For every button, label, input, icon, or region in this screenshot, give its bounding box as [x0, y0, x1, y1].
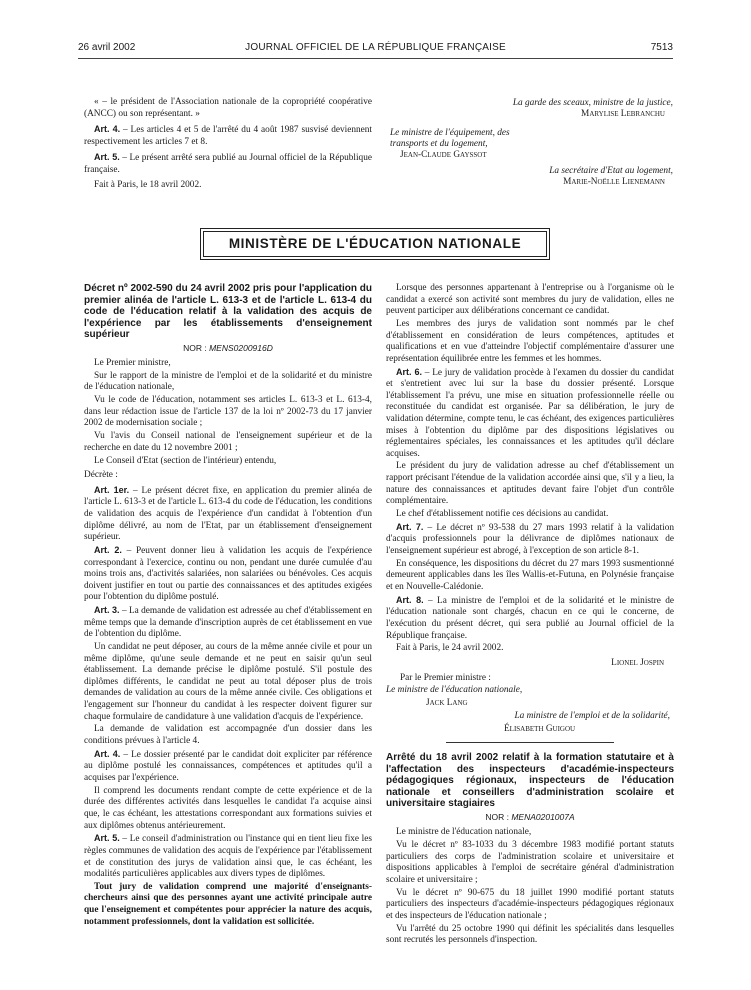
paragraph: Un candidat ne peut déposer, au cours de la même année civile et pour un même diplôme, qu'une seule demande et ne peut en saisir qu'un seul établissement. La demande précise le diplôme postulé. S'il postule des diplômes différents, le candidat ne peut au total déposer plus de trois demandes de validation au cours de la même année civile. Ces obligations et l'engagement sur l'honneur du candidat à les respecter doivent figurer sur chaque formulaire de candidature à une validation d'acquis de l'expérience.	[84, 642, 372, 722]
signatory-name: Jack Lang	[426, 698, 468, 709]
done-at: Fait à Paris, le 18 avril 2002.	[94, 180, 202, 190]
paragraph: Vu l'avis du Conseil national de l'enseignement supérieur et de la recherche en date du 12 novembre 2001 ;	[84, 431, 372, 453]
top-left-column	[84, 96, 372, 194]
paragraph: Tout jury de validation comprend une majorité d'enseignants-chercheurs ainsi que des personnes ayant une activité principale autre que l'enseignement et compétentes pour apprécier la nature des acquis, notamment professionnels, dont la validation est sollicitée.	[84, 881, 372, 927]
paragraph: La demande de validation est accompagnée d'un dossier dans les conditions prévues à l'article 4.	[84, 724, 372, 746]
paragraph: Lorsque des personnes appartenant à l'entreprise ou à l'organisme où le candidat a exercé son activité sont membres du jury de validation, elles ne peuvent participer aux délibérations concernant ce candidat.	[386, 283, 674, 317]
article: Art. 4. – Le dossier présenté par le candidat doit expliciter par référence au diplôme postulé les connaissances, compétences et aptitudes qu'il a acquises par l'expérience.	[84, 748, 372, 783]
signature-intro: Par le Premier ministre :	[400, 672, 491, 683]
paragraph: Le Premier ministre,	[94, 358, 171, 369]
article: Art. 1er. – Le présent décret fixe, en application du premier alinéa de l'article L. 613-3 et de l'article L. 613-4 du code de l'éducation, les conditions de validation des acquis de l'expérience d'un candidat à l'obtention d'un diplôme délivré, au nom de l'Etat, par un établissement d'enseignement supérieur.	[84, 484, 372, 543]
paragraph: Vu le décret nº 83-1033 du 3 décembre 1983 modifié portant statuts particuliers des corps de l'administration scolaire et universitaire et dispositions applicables à l'emploi de secrétaire général d'administration scolaire et universitaire ;	[386, 840, 674, 885]
decree-title: Décret nº 2002-590 du 24 avril 2002 pris pour l'application du premier alinéa de l'article L. 613-3 et de l'article L. 613-4 du code de l'éducation relatif à la validation des acquis de l'expérience par les établissements d'enseignement supérieur	[84, 283, 372, 340]
signature-title: Le ministre de l'éducation nationale,	[386, 685, 523, 696]
done-at: Fait à Paris, le 24 avril 2002.	[396, 643, 504, 654]
journal-title: JOURNAL OFFICIEL DE LA RÉPUBLIQUE FRANÇAISE	[245, 42, 506, 53]
signature-title: La ministre de l'emploi et de la solidarité,	[514, 710, 670, 721]
signature-block: Le ministre de l'équipement, des transports et du logement, Jean-Claude Gayssot	[390, 128, 510, 160]
paragraph: Le Conseil d'Etat (section de l'intérieur) entendu,	[94, 455, 277, 466]
decree-left-column	[84, 283, 372, 929]
paragraph: Vu le décret nº 90-675 du 18 juillet 1990 modifié portant statuts particuliers des inspecteurs d'académie-inspecteurs pédagogiques régionaux et des inspecteurs de l'éducation nationale ;	[386, 887, 674, 921]
paragraph: En conséquence, les dispositions du décret du 27 mars 1993 susmentionné demeurent applicables dans les îles Wallis-et-Futuna, en Polynésie française et en Nouvelle-Calédonie.	[386, 558, 674, 592]
article: Art. 2. – Peuvent donner lieu à validation les acquis de l'expérience correspondant à l'exercice, continu ou non, pendant une durée cumulée d'au moins trois ans, d'activités salariées, non salariées ou bénévoles. Ces acquis doivent justifier en tout ou partie des connaissances et des aptitudes exigées pour l'obtention du diplôme postulé.	[84, 544, 372, 603]
article: Art. 8. – La ministre de l'emploi et de la solidarité et le ministre de l'éducation nationale sont chargés, chacun en ce qui le concerne, de l'exécution du présent décret, qui sera publié au Journal officiel de la République française.	[386, 594, 674, 641]
article: Art. 5. – Le conseil d'administration ou l'instance qui en tient lieu fixe les règles communes de validation des acquis de l'expérience par l'établissement et de constitution des jurys de validation ainsi que, le cas échéant, les modalités particulières applicables aux divers types de diplômes.	[84, 833, 372, 880]
arrete-title: Arrêté du 18 avril 2002 relatif à la formation statutaire et à l'affectation des inspecteurs d'académie-inspecteurs pédagogiques régionaux, inspecteurs de l'éducation nationale et conseillers d'administration scolaire et universitaire stagiaires	[386, 752, 674, 810]
paragraph: Le président du jury de validation adresse au chef d'établissement un rapport précisant l'étendue de la validation accordée ainsi que, s'il y a lieu, la nature des connaissances et aptitudes devant faire l'objet d'un contrôle complémentaire.	[386, 461, 674, 507]
paragraph: Art. 4. – Les articles 4 et 5 de l'arrêté du 4 août 1987 susvisé deviennent respectivement les articles 7 et 8.	[84, 124, 372, 147]
header-date: 26 avril 2002	[78, 42, 136, 53]
nor-reference: NOR : MENA0201007A	[485, 811, 575, 822]
decrete-heading: Décrète :	[84, 470, 118, 481]
paragraph: Art. 5. – Le présent arrêté sera publié au Journal officiel de la République française.	[84, 152, 372, 175]
paragraph: Le chef d'établissement notifie ces décisions au candidat.	[396, 509, 609, 520]
article: Art. 3. – La demande de validation est adressée au chef d'établissement en même temps que la demande d'inscription auprès de cet établissement en vue de l'obtention du diplôme.	[84, 605, 372, 640]
paragraph: Sur le rapport de la ministre de l'emploi et de la solidarité et du ministre de l'éducation nationale,	[84, 370, 372, 393]
paragraph: Le ministre de l'éducation nationale,	[396, 827, 532, 838]
signatory-name: Lionel Jospin	[611, 657, 664, 668]
decree-right-column	[386, 283, 674, 948]
divider	[446, 742, 614, 743]
paragraph: Vu le code de l'éducation, notamment ses articles L. 613-3 et L. 613-4, dans leur rédaction issue de l'article 137 de la loi nº 2002-73 du 17 janvier 2002 de modernisation sociale ;	[84, 395, 372, 429]
signatory-name: Élisabeth Guigou	[504, 723, 576, 734]
paragraph: Il comprend les documents rendant compte de cette expérience et de la durée des différentes activités dans lesquelles le candidat l'a acquise ainsi que, le cas échéant, les attestations correspondant aux formations suivies et aux diplômes obtenus antérieurement.	[84, 785, 372, 831]
paragraph: Les membres des jurys de validation sont nommés par le chef d'établissement en considération de leurs compétences, aptitudes et qualifications et en vue d'atteindre l'objectif complémentaire d'assurer une représentation équilibrée entre les femmes et les hommes.	[386, 318, 674, 364]
signature-block: La garde des sceaux, ministre de la justice, Marylise Lebranchu	[512, 98, 673, 119]
article: Art. 6. – Le jury de validation procède à l'examen du dossier du candidat et s'entretient avec lui sur la base du dossier présenté. Lorsque l'établissement l'a prévu, une mise en situation professionnelle réelle ou reconstituée du candidat est organisée. Par sa délibération, le jury de validation détermine, compte tenu, le cas échéant, des exigences particulières mises à l'obtention du diplôme par des dispositions législatives ou réglementaires spéciales, les connaissances et les aptitudes qu'il déclare acquises.	[386, 366, 674, 459]
page-number: 7513	[650, 42, 673, 53]
ministry-heading: MINISTÈRE DE L'ÉDUCATION NATIONALE	[203, 231, 547, 257]
paragraph: Vu l'arrêté du 25 octobre 1990 qui définit les spécialités dans lesquelles sont recrutés les personnels d'inspection.	[386, 923, 674, 946]
nor-reference: NOR : MENS0200916D	[183, 342, 273, 353]
signature-block: La secrétaire d'Etat au logement, Marie-Noëlle Lienemann	[549, 166, 673, 187]
paragraph: « – le président de l'Association nationale de la copropriété coopérative (ANCC) ou son représentant. »	[84, 97, 372, 119]
article: Art. 7. – Le décret nº 93-538 du 27 mars 1993 relatif à la validation d'acquis professionnels pour la délivrance de diplômes nationaux de l'enseignement supérieur est abrogé, à l'exception de son article 8-1.	[386, 521, 674, 556]
page-header	[78, 42, 673, 59]
